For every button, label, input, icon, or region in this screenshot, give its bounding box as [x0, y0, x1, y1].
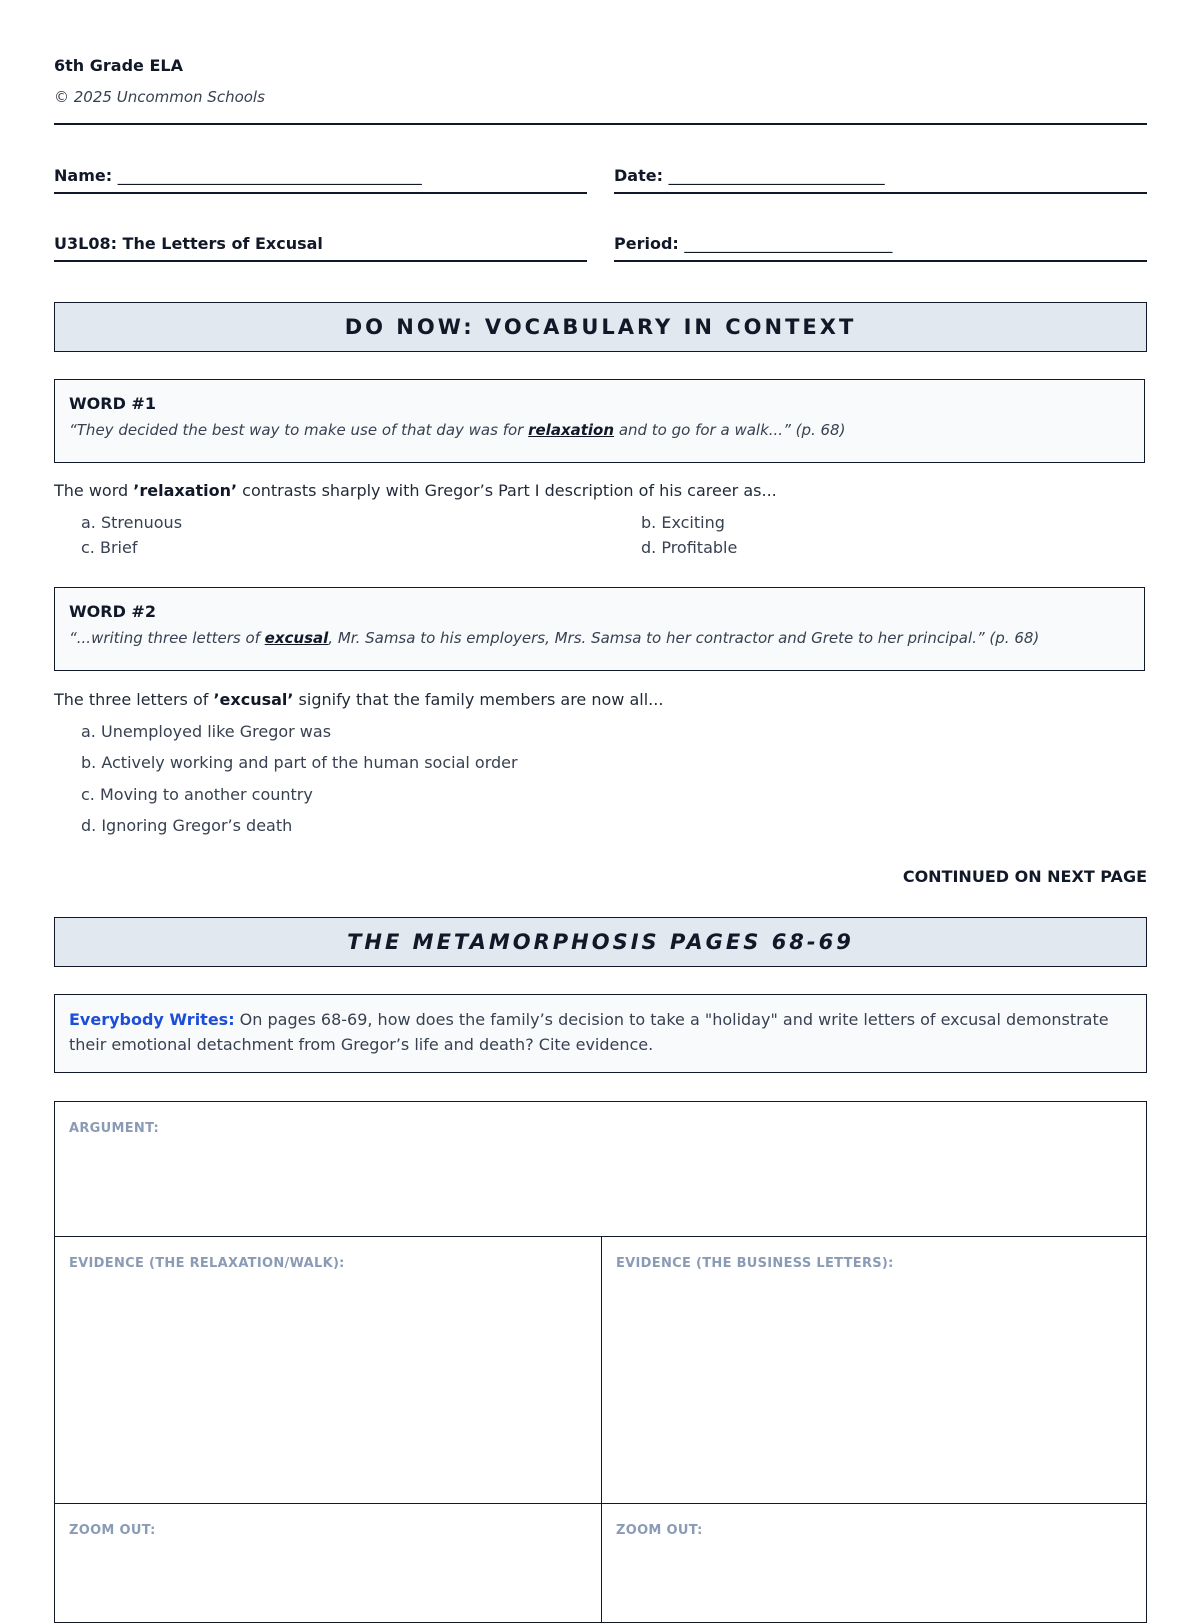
date-field[interactable]	[614, 166, 1147, 194]
word2-option-c[interactable]: c. Moving to another country	[81, 785, 313, 804]
name-field[interactable]	[54, 166, 587, 194]
evidence-left-label: EVIDENCE (THE RELAXATION/WALK):	[69, 1256, 345, 1271]
word1-option-d[interactable]: d. Profitable	[641, 538, 738, 557]
do-now-banner: DO NOW: VOCABULARY IN CONTEXT	[54, 302, 1147, 352]
argument-label: ARGUMENT:	[69, 1121, 160, 1136]
header-divider	[54, 123, 1147, 125]
course-title: 6th Grade ELA	[54, 56, 183, 75]
everybody-writes-box	[54, 994, 1147, 1073]
word1-option-a[interactable]: a. Strenuous	[81, 513, 183, 532]
copyright-line: © 2025 Uncommon Schools	[54, 88, 265, 106]
word2-quote: “...writing three letters of excusal, Mr. Samsa to his employers, Mrs. Samsa to her contractor and Grete to her principal.” (p. 68)	[69, 629, 1040, 647]
zoom-right-label: ZOOM OUT:	[616, 1523, 703, 1538]
word1-option-b[interactable]: b. Exciting	[641, 513, 725, 532]
evidence-right-label: EVIDENCE (THE BUSINESS LETTERS):	[616, 1256, 894, 1271]
evidence-left-cell[interactable]	[55, 1237, 602, 1504]
zoom-left-cell[interactable]	[55, 1504, 602, 1622]
everybody-writes-label: Everybody Writes:	[69, 1010, 235, 1029]
period-label: Period:	[614, 234, 679, 253]
word2-term: excusal	[264, 629, 329, 647]
continued-note: CONTINUED ON NEXT PAGE	[902, 867, 1147, 886]
word2-label: WORD #2	[69, 602, 156, 621]
lesson-title	[54, 234, 587, 262]
word2-box	[54, 587, 1145, 671]
word1-label: WORD #1	[69, 394, 156, 413]
period-field[interactable]	[614, 234, 1147, 262]
lesson-label: U3L08: The Letters of Excusal	[54, 234, 323, 253]
word2-option-a[interactable]: a. Unemployed like Gregor was	[81, 722, 332, 741]
date-blank[interactable]: ___________________________	[668, 166, 885, 185]
word1-box	[54, 379, 1145, 463]
word2-option-b[interactable]: b. Actively working and part of the human social order	[81, 753, 518, 772]
word1-question: The word ’relaxation’ contrasts sharply with Gregor’s Part I description of his career as...	[54, 481, 777, 500]
word2-question: The three letters of ’excusal’ signify that the family members are now all...	[54, 690, 664, 709]
answer-grid	[54, 1101, 1147, 1623]
word1-term: relaxation	[528, 421, 615, 439]
reading-banner: THE METAMORPHOSIS PAGES 68-69	[54, 917, 1147, 967]
date-label: Date:	[614, 166, 663, 185]
word2-option-d[interactable]: d. Ignoring Gregor’s death	[81, 816, 293, 835]
word1-option-c[interactable]: c. Brief	[81, 538, 138, 557]
evidence-right-cell[interactable]	[602, 1237, 1146, 1504]
zoom-right-cell[interactable]	[602, 1504, 1146, 1622]
everybody-writes-prompt: On pages 68-69, how does the family’s decision to take a "holiday" and write letters of excusal demonstrate their emotional detachment from Gregor’s life and death? Cite evidence.	[69, 1010, 1109, 1054]
name-blank[interactable]: ______________________________________	[117, 166, 422, 185]
zoom-left-label: ZOOM OUT:	[69, 1523, 156, 1538]
name-label: Name:	[54, 166, 113, 185]
period-blank[interactable]: __________________________	[684, 234, 893, 253]
word1-quote: “They decided the best way to make use of that day was for relaxation and to go for a walk...” (p. 68)	[69, 421, 846, 439]
argument-cell[interactable]	[55, 1102, 1146, 1237]
